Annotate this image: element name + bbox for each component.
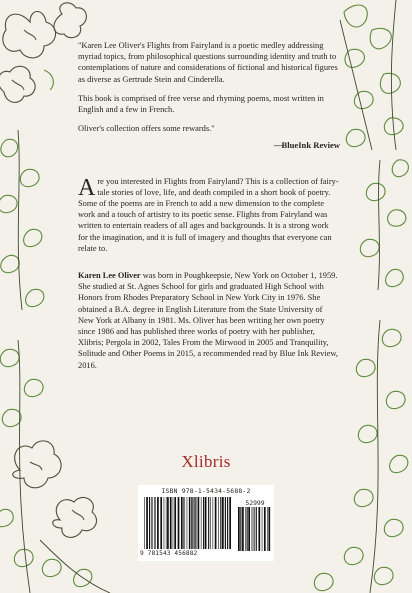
back-cover-text bbox=[78, 40, 340, 371]
barcode-bar bbox=[210, 497, 211, 549]
barcode-bar bbox=[194, 497, 195, 549]
barcode-bar bbox=[203, 497, 204, 549]
book-description bbox=[78, 176, 340, 254]
barcode-bar bbox=[254, 507, 255, 551]
barcode-bar bbox=[205, 497, 207, 549]
em-dash: — bbox=[273, 140, 282, 151]
barcode-bar bbox=[229, 497, 231, 549]
barcode-bar bbox=[178, 497, 180, 549]
vine-right bbox=[360, 160, 408, 290]
barcode-bar bbox=[152, 497, 153, 549]
barcode-bar bbox=[208, 497, 209, 549]
barcode-bar bbox=[187, 497, 188, 549]
barcode-bar bbox=[183, 497, 184, 549]
barcode-bar bbox=[189, 497, 190, 549]
barcode-bar bbox=[155, 497, 156, 549]
barcode-bar bbox=[218, 497, 219, 549]
book-description-text: re you interested in Flights from Fairyland? This is a collection of fairy-tale stories of love, life, and death compiled in a short book of poetry. Some of the poems are in French to add a new dimension to the complete work and a touch of artistry to its poetic sense. Flights from Fairyland was written to entertain readers of all ages and backgrounds. It is a strong work for the imagination, and it is full of imagery and thoughts that everyone can relate to. bbox=[78, 176, 339, 253]
barcode-bar bbox=[170, 497, 172, 549]
barcode-bar bbox=[191, 497, 192, 549]
barcode-bar bbox=[174, 497, 176, 549]
leaves-top-right bbox=[340, 0, 403, 150]
barcode-bar bbox=[157, 497, 159, 549]
barcode-bar bbox=[215, 497, 217, 549]
publisher-logo: Xlibris bbox=[181, 452, 231, 471]
review-paragraph: "Karen Lee Oliver's Flights from Fairyland is a poetic medley addressing myriad topics, from philosophical questions surrounding identity and truth to contemplations of nature and considerations of fictional and historical figures as diverse as Gertrude Stein and Cinderella. bbox=[78, 41, 338, 84]
vine-left bbox=[0, 130, 44, 310]
barcode-bar bbox=[213, 497, 214, 549]
review-quote bbox=[78, 40, 340, 152]
author-bio bbox=[78, 270, 340, 371]
barcode-bar bbox=[264, 507, 266, 551]
author-bio-text: was born in Poughkeepsie, New York on October 1, 1959. She studied at St. Agnes School for girls and graduated High School with Honors from Rhodes Preparatory School in New York City in 1976. She obtained a B.A. degree in English Literature from the State University of New York at Albany in 1981. Ms. Oliver has been writing her own poetry since 1986 and has published three works of poetry with her publisher, Xlibris; Pergola in 2002, Tales From the Mirwood in 2005 and Tranquility, Solitude and Other Poems in 2015, a recommended read by Blue Ink Review, 2016. bbox=[78, 271, 338, 370]
barcode-bar bbox=[247, 507, 248, 551]
barcode-bar bbox=[167, 497, 169, 549]
barcode-bar bbox=[248, 507, 250, 551]
barcode-bar bbox=[262, 507, 263, 551]
barcode-bar bbox=[151, 497, 152, 549]
barcode-bar bbox=[253, 507, 254, 551]
review-paragraph: This book is comprised of free verse and rhyming poems, most written in English and a few in French. bbox=[78, 93, 324, 115]
barcode-bar bbox=[242, 507, 244, 551]
barcode-bar bbox=[227, 497, 228, 549]
review-source-name: BlueInk Review bbox=[281, 140, 340, 151]
barcode-bar bbox=[222, 497, 224, 549]
barcode-panel bbox=[138, 485, 274, 561]
barcode-bar bbox=[256, 507, 257, 551]
author-name: Karen Lee Oliver bbox=[78, 271, 141, 281]
barcode-bar bbox=[240, 507, 241, 551]
barcode-bar bbox=[181, 497, 183, 549]
barcode-bar bbox=[160, 497, 162, 549]
barcode-addon-number: 52999 bbox=[245, 499, 265, 507]
barcode-bar bbox=[267, 507, 268, 551]
barcode-bar bbox=[220, 497, 221, 549]
barcode-bar bbox=[201, 497, 202, 549]
barcode-bar bbox=[154, 497, 155, 549]
isbn-text: ISBN 978-1-5434-5688-2 bbox=[161, 487, 251, 495]
barcode-bar bbox=[245, 507, 246, 551]
barcode-bar bbox=[252, 507, 253, 551]
drop-cap: A bbox=[78, 174, 96, 201]
barcode-bar bbox=[149, 497, 150, 549]
barcode-bar bbox=[268, 507, 270, 551]
barcode-bar bbox=[166, 497, 167, 549]
flower-top-left bbox=[0, 3, 86, 103]
barcode-bar bbox=[198, 497, 200, 549]
barcode-bar bbox=[173, 497, 174, 549]
barcode-number: 9 781543 456882 bbox=[140, 550, 198, 557]
barcode-bar bbox=[225, 497, 226, 549]
barcode-bar bbox=[192, 497, 193, 549]
barcode-bar bbox=[184, 497, 185, 549]
barcode-bar bbox=[144, 497, 145, 549]
barcode-bar bbox=[164, 497, 165, 549]
barcode-bar bbox=[238, 507, 240, 551]
review-paragraph: Oliver's collection offers some rewards." bbox=[78, 124, 215, 134]
barcode-bar bbox=[195, 497, 196, 549]
barcode-bar bbox=[146, 497, 148, 549]
barcode-bar bbox=[258, 507, 260, 551]
review-source bbox=[78, 140, 340, 151]
